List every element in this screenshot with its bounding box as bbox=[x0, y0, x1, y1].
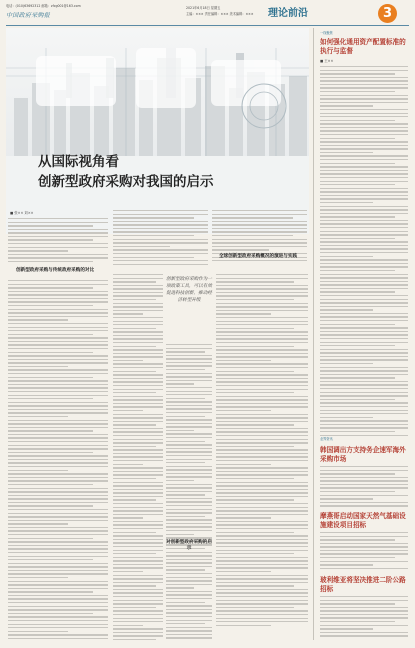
body-col3 bbox=[166, 344, 212, 640]
news-title-3: 玻利维亚将坚决推进二阶公路招标 bbox=[320, 576, 406, 593]
news-body-3 bbox=[320, 596, 408, 640]
newspaper-logo: 中国政府采购报 bbox=[6, 12, 51, 19]
date-line: 2021年6月18日 星期五 bbox=[186, 6, 221, 10]
sidebar-label-bottom: 业界资讯 bbox=[320, 437, 333, 441]
subhead-1: 创新型政府采购与传统政府采购的对比 bbox=[16, 268, 95, 273]
city-illustration bbox=[6, 28, 309, 234]
news-title-1: 韩国调出方支持务企速军海外采购市场 bbox=[320, 446, 406, 463]
article-byline: ■ 张×× 刘×× bbox=[10, 211, 34, 215]
sidebar-divider bbox=[313, 28, 314, 640]
sidebar-article1-title: 如何强化通用资产配置标准的执行与监督 bbox=[320, 38, 406, 55]
subhead-0: 全球创新型政府采购概况的演进与实践 bbox=[218, 254, 298, 259]
news-body-1 bbox=[320, 466, 408, 508]
body-col4 bbox=[216, 274, 308, 640]
hero-illustration bbox=[6, 28, 309, 234]
subhead-2: 对创新型政府采购的启示 bbox=[166, 540, 212, 551]
sidebar-article1-byline: ■ 王×× bbox=[320, 59, 334, 63]
article-title-line2: 创新型政府采购对我国的启示 bbox=[38, 174, 214, 190]
news-title-2: 摩燕哥启动国家天然气基础设施建设项目招标 bbox=[320, 512, 406, 529]
editor-line: 主编：××× 责任编辑：××× 美术编辑：××× bbox=[186, 12, 254, 16]
body-col2 bbox=[113, 274, 163, 640]
body-col2-top bbox=[113, 210, 208, 270]
sidebar-label-top: 一线聚焦 bbox=[320, 31, 333, 35]
masthead bbox=[0, 0, 415, 24]
edition-title: 理论前沿 bbox=[268, 8, 308, 19]
pull-quote: 创新型政府采购作为一项政策工具，可以有效促进科技创新，推动经济转型升级 bbox=[166, 277, 212, 303]
article-title-line1: 从国际视角看 bbox=[38, 154, 119, 170]
news-body-2 bbox=[320, 532, 408, 572]
header-divider bbox=[6, 25, 409, 26]
page-number-badge: 3 bbox=[378, 4, 397, 23]
contact-line: 电话：(010)63692312 邮箱：zfcg001@163.com bbox=[6, 4, 81, 8]
sidebar-article1-body bbox=[320, 66, 408, 436]
body-col3-top bbox=[212, 210, 307, 270]
body-col1-top bbox=[8, 218, 108, 266]
body-col1 bbox=[8, 280, 108, 640]
